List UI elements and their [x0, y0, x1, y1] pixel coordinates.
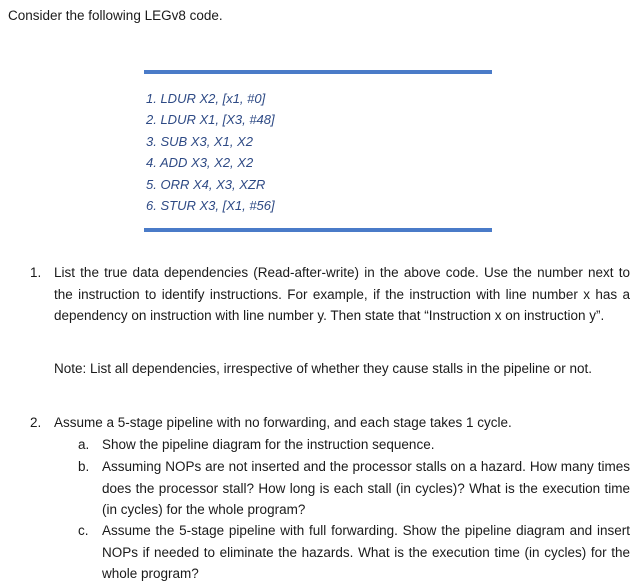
subquestion-text: Assuming NOPs are not inserted and the processor stalls on a hazard. How many times does the processor stall? How long is each stall (in cycles)? What is the execution time (in cycles) for the whole program?: [102, 459, 630, 518]
code-line: 4. ADD X3, X2, X2: [146, 155, 254, 171]
question-2: [30, 412, 630, 434]
question-number: 2.: [30, 415, 42, 430]
code-line: 3. SUB X3, X1, X2: [146, 133, 253, 149]
subquestion-label: a.: [78, 437, 90, 452]
subquestion-label: c.: [78, 523, 89, 538]
code-block: [144, 70, 492, 232]
intro-text: Consider the following LEGv8 code.: [8, 8, 223, 23]
code-bottom-rule: [144, 228, 492, 232]
subquestion-text: Assume the 5-stage pipeline with full forwarding. Show the pipeline diagram and insert NOPs if needed to eliminate the hazards. What is the execution time (in cycles) for the whole program?: [102, 523, 630, 582]
subquestion-text: Show the pipeline diagram for the instruction sequence.: [102, 437, 435, 452]
question-text: List the true data dependencies (Read-after-write) in the above code. Use the number next to the instruction to identify instructions. For example, if the instruction with line number x has a dependency on instruction with line number y. Then state that “Instruction x on instruction y”.: [54, 265, 630, 324]
question-text: Assume a 5-stage pipeline with no forwarding, and each stage takes 1 cycle.: [54, 415, 512, 430]
subquestion-c: [78, 520, 630, 585]
code-line: 1. LDUR X2, [x1, #0]: [146, 91, 266, 106]
code-top-rule: [144, 70, 492, 74]
subquestion-b: [78, 456, 630, 521]
code-line: 6. STUR X3, [X1, #56]: [146, 197, 275, 213]
question-number: 1.: [30, 265, 42, 280]
question-1-note: Note: List all dependencies, irrespective of whether they cause stalls in the pipeline or not.: [54, 361, 593, 376]
question-1: [30, 262, 630, 327]
subquestion-a: [78, 434, 630, 456]
code-line: 5. ORR X4, X3, XZR: [146, 176, 266, 192]
subquestion-label: b.: [78, 459, 90, 474]
code-line: 2. LDUR X1, [X3, #48]: [146, 112, 275, 128]
code-list: [144, 88, 492, 216]
